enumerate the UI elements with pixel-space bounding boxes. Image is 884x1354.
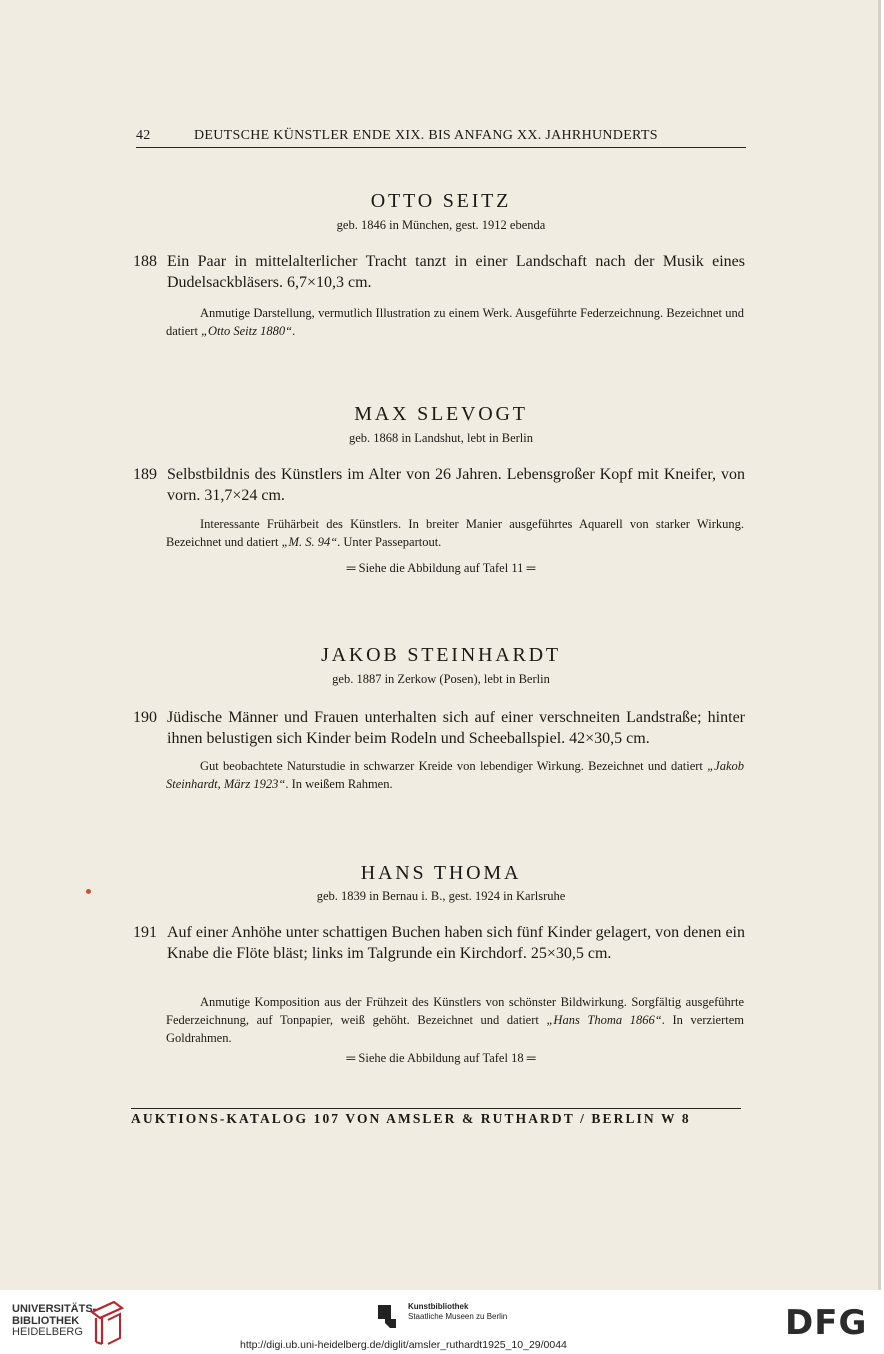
note-text: Interessante Frühärbeit des Künstlers. In breiter Manier ausgeführtes Aquarell von starker Wirkung. Bezeichnet und datiert [166, 517, 744, 549]
entry-number: 189 [133, 466, 157, 483]
library-bar [0, 1290, 884, 1354]
university-line-3: HEIDELBERG [12, 1326, 83, 1338]
entry-text: Jüdische Männer und Frauen unterhalten sich auf einer verschneiten Landstraße; hinter ihnen belustigen sich Kinder beim Rodeln und Scheeballspiel. 42×30,5 cm. [167, 709, 745, 747]
note-signature: „Hans Thoma 1866“ [546, 1013, 662, 1027]
note-text: Anmutige Darstellung, vermutlich Illustration zu einem Werk. Ausgeführte Federzeichnung. Bezeichnet und datiert [166, 306, 744, 338]
university-line-1: UNIVERSITÄTS- [12, 1303, 97, 1315]
artist-name: OTTO SEITZ [370, 190, 512, 212]
plate-reference: ═ Siehe die Abbildung auf Tafel 11 ═ [346, 561, 536, 575]
kunstbibliothek-line-1: Kunstbibliothek [408, 1302, 469, 1311]
note-tail: . In verziertem Goldrahmen. [166, 1013, 744, 1045]
entry-text: Selbstbildnis des Künstlers im Alter von 26 Jahren. Lebensgroßer Kopf mit Kneifer, von vorn. 31,7×24 cm. [167, 466, 745, 504]
entry-note [166, 515, 744, 551]
entry-number: 191 [133, 924, 157, 941]
artist-name: JAKOB STEINHARDT [321, 644, 561, 666]
running-header [136, 128, 746, 148]
entry-note [166, 757, 744, 793]
note-signature: „M. S. 94“ [281, 535, 338, 549]
university-logo-icon[interactable] [88, 1298, 126, 1346]
catalog-footer: AUKTIONS-KATALOG 107 VON AMSLER & RUTHARDT / BERLIN W 8 [131, 1111, 691, 1126]
artist-bio: geb. 1846 in München, gest. 1912 ebenda [336, 218, 546, 232]
note-text: Anmutige Komposition aus der Frühzeit des Künstlers von schönster Bildwirkung. Sorgfältig ausgeführte Federzeichnung, auf Tonpapier, weiß gehöht. Bezeichnet und datiert [166, 995, 744, 1027]
entry-number: 190 [133, 709, 157, 726]
entry-note [166, 993, 744, 1047]
note-text: Gut beobachtete Naturstudie in schwarzer Kreide von lebendiger Wirkung. Bezeichnet und datiert [200, 759, 708, 773]
permalink-url[interactable]: http://digi.ub.uni-heidelberg.de/diglit/amsler_ruthardt1925_10_29/0044 [240, 1339, 567, 1351]
catalog-entry [133, 922, 745, 964]
plate-reference: ═ Siehe die Abbildung auf Tafel 18 ═ [346, 1051, 536, 1065]
artist-name: HANS THOMA [360, 862, 522, 884]
entry-text: Ein Paar in mittelalterlicher Tracht tanzt in einer Landschaft nach der Musik eines Dudelsackbläsers. 6,7×10,3 cm. [167, 253, 745, 291]
artist-bio: geb. 1868 in Landshut, lebt in Berlin [348, 431, 533, 445]
page-number: 42 [136, 128, 151, 143]
catalog-entry [133, 707, 745, 749]
note-tail: . In weißem Rahmen. [285, 777, 393, 791]
catalog-entry [133, 464, 745, 506]
note-signature: „Jakob Steinhardt, März 1923“ [166, 759, 744, 791]
kunstbibliothek-logo-icon[interactable] [376, 1303, 400, 1329]
entry-note [166, 304, 744, 340]
footer-rule [131, 1108, 741, 1109]
ink-spot [86, 889, 91, 894]
artist-name: MAX SLEVOGT [354, 403, 528, 425]
entry-text: Auf einer Anhöhe unter schattigen Buchen haben sich fünf Kinder gelagert, von denen ein Knabe die Flöte bläst; links im Talgrunde ein Kirchdorf. 25×30,5 cm. [167, 924, 745, 962]
note-tail: . [292, 324, 296, 338]
artist-bio: geb. 1839 in Bernau i. B., gest. 1924 in Karlsruhe [316, 889, 566, 903]
entry-number: 188 [133, 253, 157, 270]
header-title: DEUTSCHE KÜNSTLER ENDE XIX. BIS ANFANG XX. JAHRHUNDERTS [194, 128, 658, 143]
note-tail: . Unter Passepartout. [337, 535, 442, 549]
catalog-entry [133, 251, 745, 293]
note-signature: „Otto Seitz 1880“ [201, 324, 293, 338]
university-library-label[interactable] [12, 1304, 96, 1339]
dfg-logo[interactable]: DFG [785, 1303, 868, 1343]
kunstbibliothek-line-2: Staatliche Museen zu Berlin [408, 1312, 508, 1321]
artist-bio: geb. 1887 in Zerkow (Posen), lebt in Berlin [332, 672, 550, 686]
university-line-2: BIBLIOTHEK [12, 1314, 80, 1327]
kunstbibliothek-label[interactable] [408, 1302, 507, 1322]
